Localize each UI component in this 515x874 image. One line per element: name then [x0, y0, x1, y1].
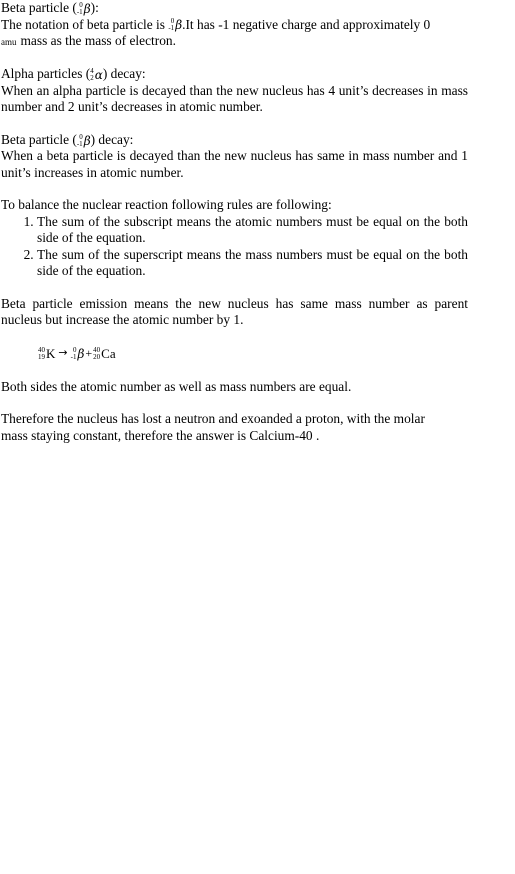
beta-decay-heading — [1, 132, 468, 149]
beta-heading-prefix: Beta particle ( — [1, 0, 77, 15]
calcium-atomic-number: 20 — [93, 352, 101, 361]
alpha-decay-text: When an alpha particle is decayed than the new nucleus has 4 unit’s decreases in mass number and 2 unit’s decreases in atomic number. — [1, 82, 468, 115]
alpha-mass-number: 4 — [90, 67, 94, 76]
right-arrow-icon: → — [58, 346, 68, 360]
potassium-mass-number: 40 — [38, 345, 45, 354]
alpha-heading — [1, 66, 468, 83]
rules-intro: To balance the nuclear reaction following rules are following: — [1, 197, 332, 213]
beta-mass-number: 0 — [72, 345, 77, 354]
alpha-symbol: α — [94, 68, 103, 83]
beta-symbol-notation — [77, 2, 91, 16]
calcium-mass-number: 40 — [93, 345, 101, 354]
beta-mass-number: 0 — [79, 0, 83, 9]
alpha-heading-suffix: ) decay: — [102, 66, 146, 82]
beta-notation-prefix: The notation of beta particle is — [1, 16, 165, 32]
rules-list — [1, 214, 468, 280]
plus-sign: + — [85, 346, 93, 361]
alpha-atomic-number: 2 — [90, 74, 94, 83]
calcium-symbol: Ca — [101, 346, 116, 362]
alpha-heading-prefix: Alpha particles ( — [1, 66, 91, 82]
amu-unit: amu — [1, 36, 17, 47]
emission-text: Beta particle emission means the new nucleus has same mass number as parent nucleus but increase the atomic number by 1. — [1, 295, 468, 328]
beta-symbol: β — [77, 346, 85, 361]
beta-notation-suffix: .It has -1 negative charge and approximately 0 — [182, 16, 431, 32]
document-body — [0, 0, 468, 444]
calcium-nuclide — [93, 347, 115, 361]
alpha-symbol-notation — [90, 68, 103, 82]
beta-mass-number: 0 — [170, 17, 175, 26]
beta-symbol: β — [83, 133, 91, 148]
rule-item: 2. The sum of the superscript means the mass numbers must be equal on the both side of the equation. — [37, 247, 468, 280]
potassium-symbol: K — [46, 346, 56, 362]
beta-nuclide — [71, 347, 85, 361]
potassium-nuclide — [38, 347, 55, 361]
beta-atomic-number: -1 — [76, 7, 83, 16]
nuclear-equation — [38, 342, 468, 366]
balance-note: Both sides the atomic number as well as mass numbers are equal. — [1, 378, 352, 394]
beta-symbol: β — [175, 18, 183, 33]
beta-heading-suffix: ): — [90, 0, 99, 15]
beta-atomic-number: -1 — [70, 352, 77, 361]
beta-decay-text: When a beta particle is decayed than the new nucleus has same in mass number and 1 unit’s increases in atomic number. — [1, 148, 468, 180]
beta-atomic-number: -1 — [168, 24, 175, 33]
beta-notation-paragraph — [1, 17, 468, 51]
beta-mass-number: 0 — [79, 132, 83, 141]
potassium-atomic-number: 19 — [38, 352, 45, 361]
beta-symbol: β — [83, 1, 91, 16]
beta-symbol-inline — [168, 18, 182, 32]
conclusion: Therefore the nucleus has lost a neutron and exoanded a proton, with the molar mass staying constant, therefore the answer is Calcium-40 . — [1, 411, 425, 443]
beta-decay-heading-suffix: ) decay: — [90, 131, 134, 147]
beta-atomic-number: -1 — [76, 139, 83, 148]
beta-notation-end: mass as the mass of electron. — [20, 33, 176, 48]
beta-decay-heading-prefix: Beta particle ( — [1, 131, 77, 147]
beta-decay-symbol — [77, 134, 91, 148]
rule-item: 1. The sum of the subscript means the atomic numbers must be equal on the both side of the equation. — [37, 214, 468, 247]
beta-heading — [1, 0, 468, 17]
